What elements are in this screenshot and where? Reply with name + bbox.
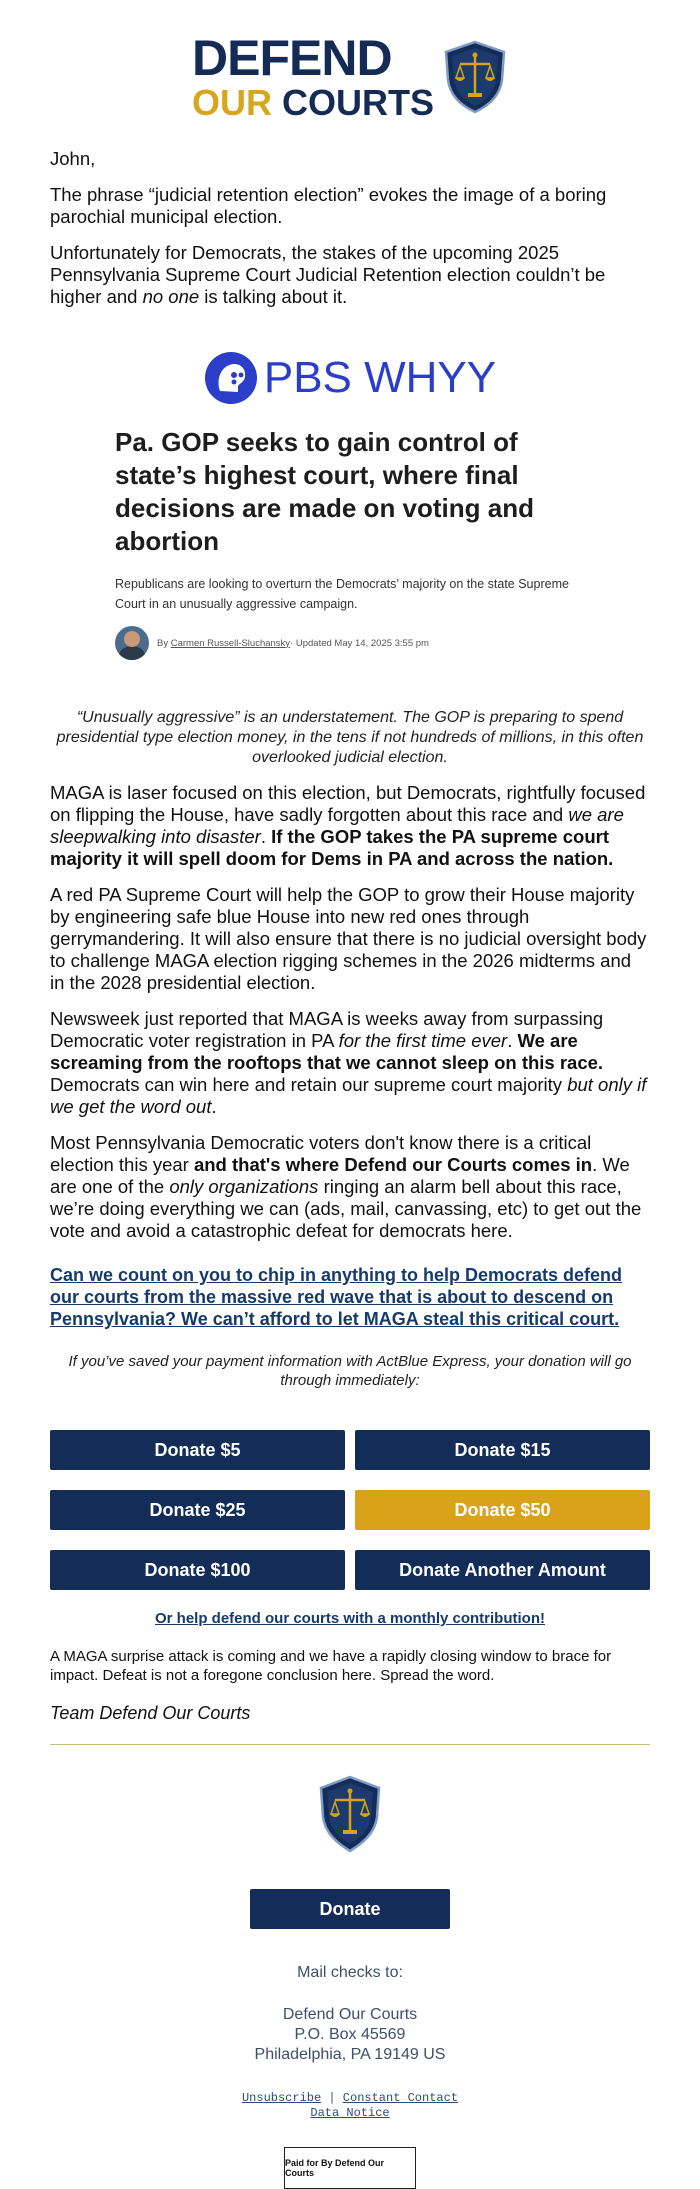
constant-contact-link[interactable]: Constant Contact — [342, 2091, 459, 2105]
monthly-contribution-link[interactable]: Or help defend our courts with a monthly contribution! — [155, 1610, 545, 1627]
divider — [50, 1744, 650, 1745]
quote-paragraph: “Unusually aggressive” is an understatement. The GOP is preparing to spend presidential type election money, in the tens if not hundreds of millions, in this often overlooked judicial election. — [56, 709, 644, 766]
logo-word-our: OUR — [191, 82, 272, 123]
greeting: John, — [50, 148, 96, 169]
logo-wordmark — [191, 30, 434, 123]
paid-for-disclaimer: Paid for By Defend Our Courts — [284, 2147, 416, 2189]
paragraph-organization: Most Pennsylvania Democratic voters don't know there is a critical election this year and that's where Defend our Courts comes in. We are one of the only organizations ringing an alarm bell about this race, we’re doing everything we can (ads, mail, canvassing, etc) to get out the vote and avoid a catastrophic defeat for democrats here. — [50, 1132, 642, 1241]
donate-other-amount-button[interactable]: Donate Another Amount — [355, 1550, 650, 1590]
pbs-whyy-logo — [204, 348, 496, 408]
article-headline: Pa. GOP seeks to gain control of state’s highest court, where final decisions are made on voting and abortion — [115, 427, 534, 556]
signoff: Team Defend Our Courts — [50, 1703, 251, 1723]
paragraph-red-court: A red PA Supreme Court will help the GOP to grow their House majority by engineering safe blue House into new red ones through gerrymandering. It will also ensure that there is no judicial oversight body to challenge MAGA election rigging schemes in the 2026 midterms and in the 2028 presidential election. — [50, 884, 647, 993]
logo-line-defend: DEFEND — [191, 30, 392, 86]
logo-word-courts: COURTS — [282, 82, 434, 123]
closing-paragraph: A MAGA surprise attack is coming and we have a rapidly closing window to brace for impact. Defeat is not a foregone conclusion here. Spread the word. — [50, 1648, 612, 1684]
article-screenshot[interactable] — [0, 348, 700, 660]
footer-donate-button[interactable]: Donate — [250, 1889, 450, 1929]
scales-shield-icon — [317, 1775, 383, 1853]
paragraph-maga-focus: MAGA is laser focused on this election, but Democrats, rightfully focused on flipping the House, have sadly forgotten about this race and we are sleepwalking into disaster. If the GOP takes the PA supreme court majority it will spell doom for Dems in PA and across the nation. — [50, 782, 646, 869]
article-subhead: Republicans are looking to overturn the Democrats’ majority on the state Supreme Court in an unusually aggressive campaign. — [115, 577, 569, 611]
paragraph-stakes: Unfortunately for Democrats, the stakes of the upcoming 2025 Pennsylvania Supreme Court Judicial Retention election couldn’t be higher and no one is talking about it. — [50, 242, 606, 307]
data-notice-link[interactable]: Data Notice — [310, 2106, 390, 2120]
footer-logo[interactable] — [50, 1775, 650, 1853]
donate-25-button[interactable]: Donate $25 — [50, 1490, 345, 1530]
legal-links: Unsubscribe | Constant Contact Data Notice — [241, 2091, 459, 2120]
chip-in-link[interactable]: Can we count on you to chip in anything to help Democrats defend our courts from the massive red wave that is about to descend on Pennsylvania? We can’t afford to let MAGA steal this critical court. — [50, 1265, 623, 1329]
paragraph-newsweek: Newsweek just reported that MAGA is weeks away from surpassing Democratic voter registration in PA for the first time ever. We are screaming from the rooftops that we cannot sleep on this race. Democrats can win here and retain our supreme court majority but only if we get the word out. — [50, 1008, 647, 1117]
donate-button-grid — [50, 1430, 650, 1590]
header-logo[interactable] — [0, 0, 700, 123]
mailing-address: Defend Our Courts P.O. Box 45569 Philadelphia, PA 19149 US — [254, 2006, 446, 2063]
author-link[interactable]: Carmen Russell-Sluchansky — [170, 637, 291, 649]
donate-15-button[interactable]: Donate $15 — [355, 1430, 650, 1470]
scales-shield-icon — [442, 40, 508, 114]
actblue-info: If you’ve saved your payment information with ActBlue Express, your donation will go through immediately: — [68, 1353, 632, 1389]
pbs-whyy-wordmark: PBS WHYY — [263, 353, 497, 402]
donate-5-button[interactable]: Donate $5 — [50, 1430, 345, 1470]
donate-100-button[interactable]: Donate $100 — [50, 1550, 345, 1590]
pbs-head-icon — [204, 351, 258, 405]
mail-checks-label: Mail checks to: — [297, 1964, 403, 1981]
donate-50-button[interactable]: Donate $50 — [355, 1490, 650, 1530]
unsubscribe-link[interactable]: Unsubscribe — [241, 2091, 322, 2105]
article-byline: By Carmen Russell-Sluchansky · Updated May 14, 2025 3:55 pm — [115, 626, 585, 660]
author-avatar — [115, 626, 149, 660]
paragraph-intro: The phrase “judicial retention election” evokes the image of a boring parochial municipal election. — [50, 184, 607, 227]
